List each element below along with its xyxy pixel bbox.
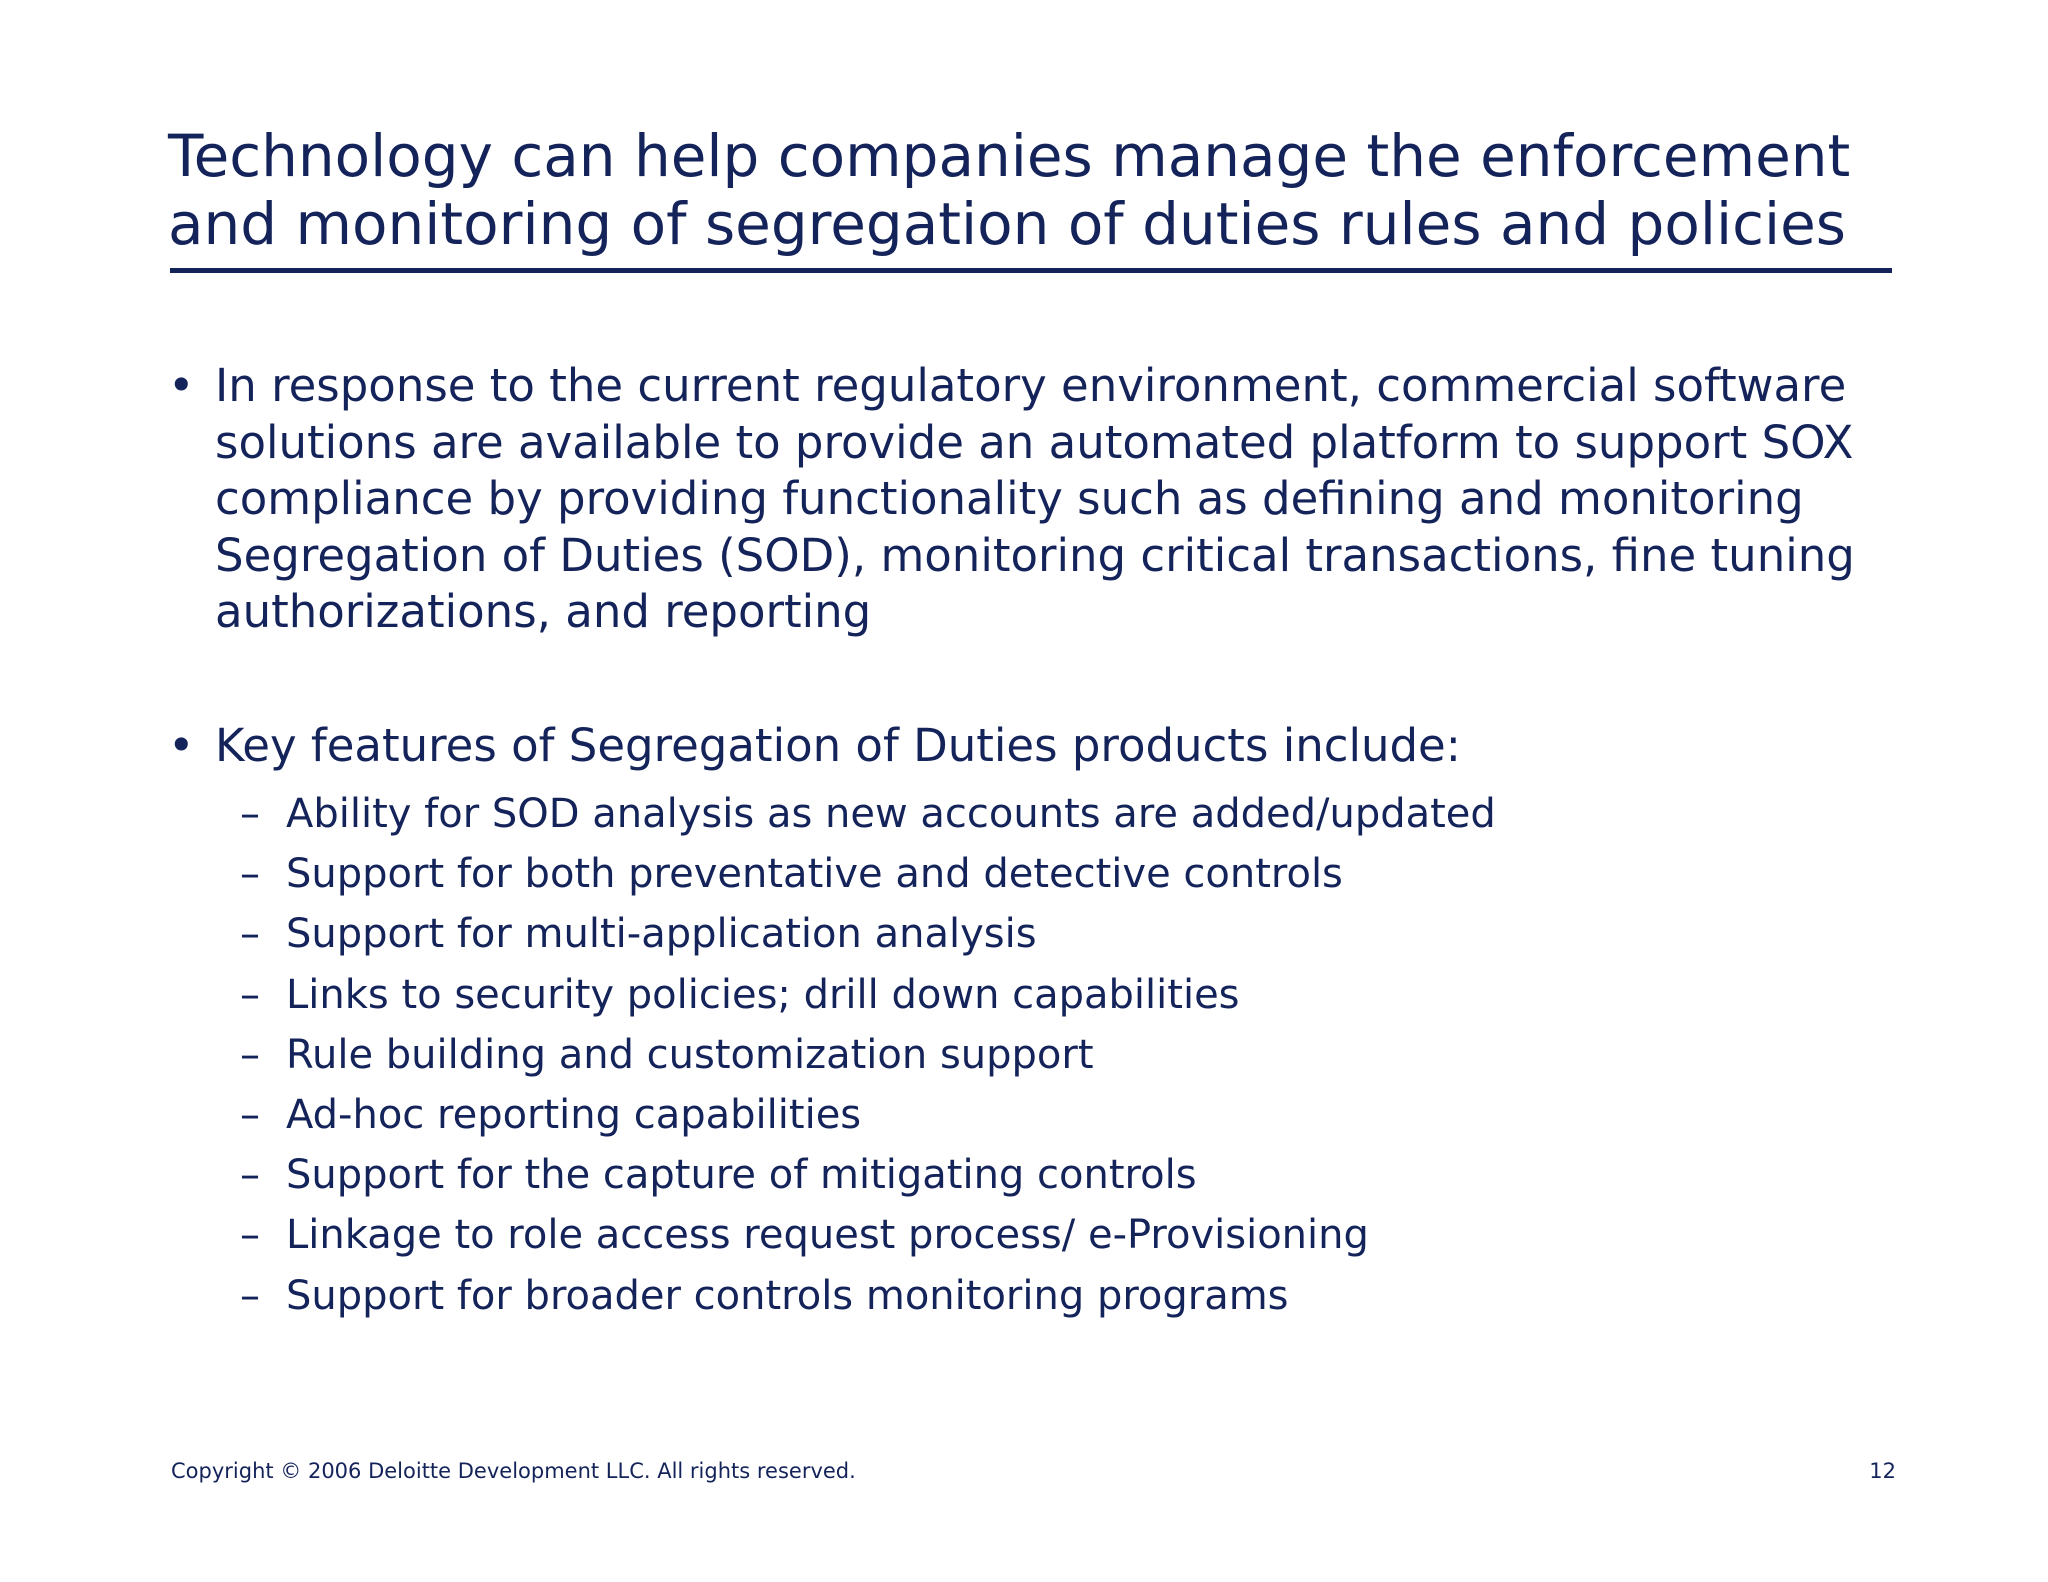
dash-marker: – — [240, 1212, 260, 1259]
feature-text: Support for the capture of mitigating controls — [286, 1152, 1197, 1199]
feature-text: Rule building and customization support — [286, 1031, 1094, 1078]
slide-title: Technology can help companies manage the enforcement and monitoring of segregation of duties rules and policies — [168, 122, 1851, 258]
dash-marker: – — [240, 1272, 260, 1319]
bullet-text: In response to the current regulatory environment, commercial software solutions are available to provide an automated platform to support SOX compliance by providing functionality such as defining and monitoring Segregation of Duties (SOD), monitoring critical transactions, fine tuning authorizations, and reporting — [215, 359, 1855, 638]
features-list — [240, 784, 1880, 1326]
list-item — [240, 1266, 1880, 1326]
list-item — [240, 1205, 1880, 1265]
feature-text: Support for broader controls monitoring programs — [286, 1272, 1289, 1319]
bullet-key-features — [168, 718, 1888, 775]
list-item — [240, 904, 1880, 964]
list-item — [240, 1025, 1880, 1085]
feature-text: Support for multi-application analysis — [286, 911, 1037, 958]
dash-marker: – — [240, 1092, 260, 1139]
copyright-notice: Copyright © 2006 Deloitte Development LLC. All rights reserved. — [171, 1459, 856, 1483]
dash-marker: – — [240, 971, 260, 1018]
dash-marker: – — [240, 791, 260, 837]
bullet-text: Key features of Segregation of Duties products include: — [215, 719, 1461, 772]
dash-marker: – — [240, 1152, 260, 1199]
page-number: 12 — [1869, 1459, 1896, 1483]
list-item — [240, 965, 1880, 1025]
dash-marker: – — [240, 851, 260, 898]
bullet-marker: • — [168, 719, 195, 772]
feature-text: Ad-hoc reporting capabilities — [286, 1092, 862, 1139]
feature-text: Links to security policies; drill down capabilities — [286, 971, 1240, 1018]
list-item — [240, 844, 1880, 904]
list-item — [240, 784, 1880, 844]
bullet-regulatory-environment — [168, 358, 1888, 641]
feature-text: Ability for SOD analysis as new accounts are added/updated — [286, 791, 1496, 837]
list-item — [240, 1145, 1880, 1205]
feature-text: Linkage to role access request process/ e-Provisioning — [286, 1212, 1369, 1259]
feature-text: Support for both preventative and detective controls — [286, 851, 1343, 898]
dash-marker: – — [240, 911, 260, 958]
list-item — [240, 1085, 1880, 1145]
bullet-marker: • — [168, 359, 195, 412]
title-underline — [170, 268, 1892, 273]
dash-marker: – — [240, 1031, 260, 1078]
